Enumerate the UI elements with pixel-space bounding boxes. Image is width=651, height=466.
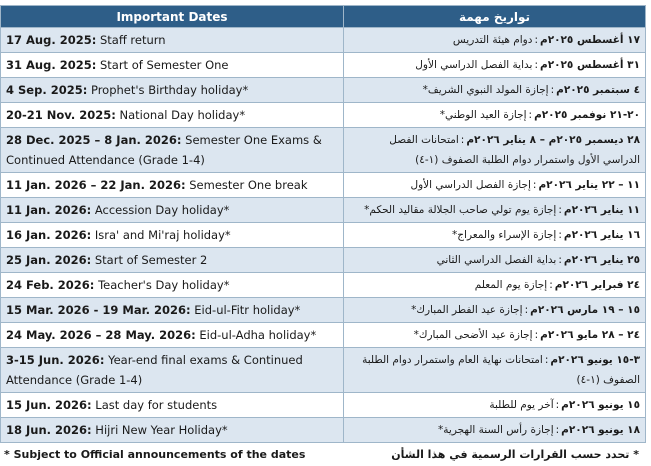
separator: : <box>532 179 537 191</box>
date-cell-english <box>1 53 344 78</box>
event-english: National Day holiday* <box>119 108 246 122</box>
date-arabic: ١٥ يونيو ٢٠٢٦م <box>561 399 640 411</box>
separator: : <box>544 354 549 366</box>
table-row <box>1 53 646 78</box>
date-arabic: ١٦ يناير ٢٠٢٦م <box>563 229 640 241</box>
separator: : <box>534 34 538 46</box>
date-cell-english <box>1 418 344 443</box>
table-row <box>1 223 646 248</box>
table-row <box>1 273 646 298</box>
date-cell-english <box>1 298 344 323</box>
event-arabic: إجازة رأس السنة الهجرية* <box>438 424 554 436</box>
date-arabic: ١٨ يونيو ٢٠٢٦م <box>561 424 640 436</box>
date-english: 15 Mar. 2026 - 19 Mar. 2026: <box>6 303 191 317</box>
date-cell-english <box>1 223 344 248</box>
date-english: 18 Jun. 2026: <box>6 423 92 437</box>
separator: : <box>460 134 465 146</box>
footnote-english: * Subject to Official announcements of the dates <box>4 448 306 461</box>
event-english: Eid-ul-Fitr holiday* <box>194 303 301 317</box>
separator: : <box>524 304 529 316</box>
event-english: Hijri New Year Holiday* <box>95 423 228 437</box>
event-english: Staff return <box>99 33 166 47</box>
event-english: Isra' and Mi'raj holiday* <box>94 228 231 242</box>
separator: : <box>550 84 555 96</box>
date-cell-english <box>1 103 344 128</box>
date-arabic: ٢٤ – ٢٨ مايو ٢٠٢٦م <box>540 329 640 341</box>
date-cell-arabic <box>344 298 646 323</box>
event-arabic: إجازة يوم المعلم <box>474 279 548 291</box>
event-arabic: إجازة يوم تولي صاحب الجلالة مقاليد الحكم* <box>364 204 557 216</box>
separator: : <box>528 109 533 121</box>
date-english: 4 Sep. 2025: <box>6 83 88 97</box>
date-english: 11 Jan. 2026: <box>6 203 92 217</box>
date-english: 16 Jan. 2026: <box>6 228 92 242</box>
date-cell-english <box>1 173 344 198</box>
date-arabic: ٢٠-٢١ نوفمبر ٢٠٢٥م <box>534 109 640 121</box>
date-cell-arabic <box>344 128 646 173</box>
event-english: Start of Semester One <box>99 58 229 72</box>
date-english: 15 Jun. 2026: <box>6 398 92 412</box>
date-english: 31 Aug. 2025: <box>6 58 97 72</box>
event-arabic: إجازة عيد الأضحى المبارك* <box>413 329 533 341</box>
event-arabic: امتحانات نهاية العام واستمرار دوام الطلبة الصفوف (١-٤) <box>362 354 640 386</box>
date-cell-english <box>1 393 344 418</box>
separator: : <box>555 424 560 436</box>
date-cell-arabic <box>344 323 646 348</box>
date-cell-english <box>1 348 344 393</box>
header-arabic: تواريخ مهمة <box>344 6 646 28</box>
event-arabic: بداية الفصل الدراسي الأول <box>415 59 533 71</box>
event-english: Last day for students <box>95 398 218 412</box>
date-cell-arabic <box>344 198 646 223</box>
table-row <box>1 103 646 128</box>
date-cell-english <box>1 248 344 273</box>
date-cell-english <box>1 273 344 298</box>
date-cell-arabic <box>344 273 646 298</box>
table-row <box>1 198 646 223</box>
separator: : <box>558 254 562 266</box>
date-cell-arabic <box>344 78 646 103</box>
date-arabic: ٢٥ يناير ٢٠٢٦م <box>563 254 640 266</box>
table-row <box>1 78 646 103</box>
event-english: Accession Day holiday* <box>94 203 230 217</box>
table-row <box>1 393 646 418</box>
date-cell-arabic <box>344 248 646 273</box>
date-arabic: ٣١ أغسطس ٢٠٢٥م <box>539 59 640 71</box>
date-cell-english <box>1 323 344 348</box>
event-arabic: إجازة العيد الوطني* <box>439 109 527 121</box>
separator: : <box>534 59 538 71</box>
event-english: Teacher's Day holiday* <box>98 278 230 292</box>
date-arabic: ١٧ أغسطس ٢٠٢٥م <box>539 34 640 46</box>
separator: : <box>534 329 539 341</box>
date-english: 11 Jan. 2026 – 22 Jan. 2026: <box>6 178 186 192</box>
separator: : <box>558 204 562 216</box>
date-cell-english <box>1 28 344 53</box>
date-cell-arabic <box>344 348 646 393</box>
date-arabic: ٢٤ فبراير ٢٠٢٦م <box>554 279 640 291</box>
date-english: 25 Jan. 2026: <box>6 253 92 267</box>
separator: : <box>558 229 562 241</box>
event-arabic: آخر يوم للطلبة <box>489 399 554 411</box>
date-english: 3-15 Jun. 2026: <box>6 353 105 367</box>
date-english: 17 Aug. 2025: <box>6 33 97 47</box>
date-arabic: ١١ يناير ٢٠٢٦م <box>563 204 640 216</box>
table-row <box>1 348 646 393</box>
date-arabic: ٣-١٥ يونيو ٢٠٢٦م <box>550 354 640 366</box>
table-header-row <box>1 6 646 28</box>
date-english: 20-21 Nov. 2025: <box>6 108 116 122</box>
date-cell-arabic <box>344 418 646 443</box>
footnote <box>0 446 645 464</box>
event-arabic: إجازة الفصل الدراسي الأول <box>410 179 531 191</box>
table-row <box>1 28 646 53</box>
event-arabic: إجازة الإسراء والمعراج* <box>452 229 557 241</box>
date-cell-arabic <box>344 103 646 128</box>
date-cell-arabic <box>344 223 646 248</box>
header-english: Important Dates <box>1 6 344 28</box>
event-arabic: امتحانات الفصل الدراسي الأول واستمرار دوام الطلبة الصفوف (١-٤) <box>389 134 640 166</box>
event-arabic: إجازة عيد الفطر المبارك* <box>411 304 523 316</box>
date-english: 28 Dec. 2025 – 8 Jan. 2026: <box>6 133 182 147</box>
event-arabic: إجازة المولد النبوي الشريف* <box>422 84 549 96</box>
date-arabic: ٢٨ ديسمبر ٢٠٢٥م – ٨ يناير ٢٠٢٦م <box>466 134 640 146</box>
date-english: 24 May. 2026 – 28 May. 2026: <box>6 328 196 342</box>
date-arabic: ١٥ – ١٩ مارس ٢٠٢٦م <box>530 304 640 316</box>
event-arabic: بداية الفصل الدراسي الثاني <box>436 254 557 266</box>
table-row <box>1 418 646 443</box>
date-cell-arabic <box>344 173 646 198</box>
table-row <box>1 248 646 273</box>
table-row <box>1 128 646 173</box>
important-dates-table <box>0 5 646 443</box>
separator: : <box>549 279 553 291</box>
date-arabic: ١١ – ٢٢ يناير ٢٠٢٦م <box>538 179 640 191</box>
event-english: Semester One Exams & Continued Attendance (Grade 1-4) <box>6 133 322 167</box>
date-cell-english <box>1 78 344 103</box>
date-cell-arabic <box>344 28 646 53</box>
event-arabic: دوام هيئة التدريس <box>452 34 533 46</box>
date-english: 24 Feb. 2026: <box>6 278 95 292</box>
event-english: Prophet's Birthday holiday* <box>90 83 249 97</box>
event-english: Eid-ul-Adha holiday* <box>199 328 317 342</box>
table-row <box>1 298 646 323</box>
date-cell-english <box>1 198 344 223</box>
separator: : <box>555 399 560 411</box>
event-english: Semester One break <box>189 178 308 192</box>
date-cell-arabic <box>344 53 646 78</box>
table-body <box>1 28 646 443</box>
footnote-arabic: * تحدد حسب القرارات الرسمية في هذا الشأن <box>391 448 639 461</box>
table-row <box>1 323 646 348</box>
table-row <box>1 173 646 198</box>
date-arabic: ٤ سبتمبر ٢٠٢٥م <box>556 84 640 96</box>
event-english: Start of Semester 2 <box>94 253 208 267</box>
date-cell-english <box>1 128 344 173</box>
event-english: Year-end final exams & Continued Attendance (Grade 1-4) <box>6 353 303 387</box>
date-cell-arabic <box>344 393 646 418</box>
